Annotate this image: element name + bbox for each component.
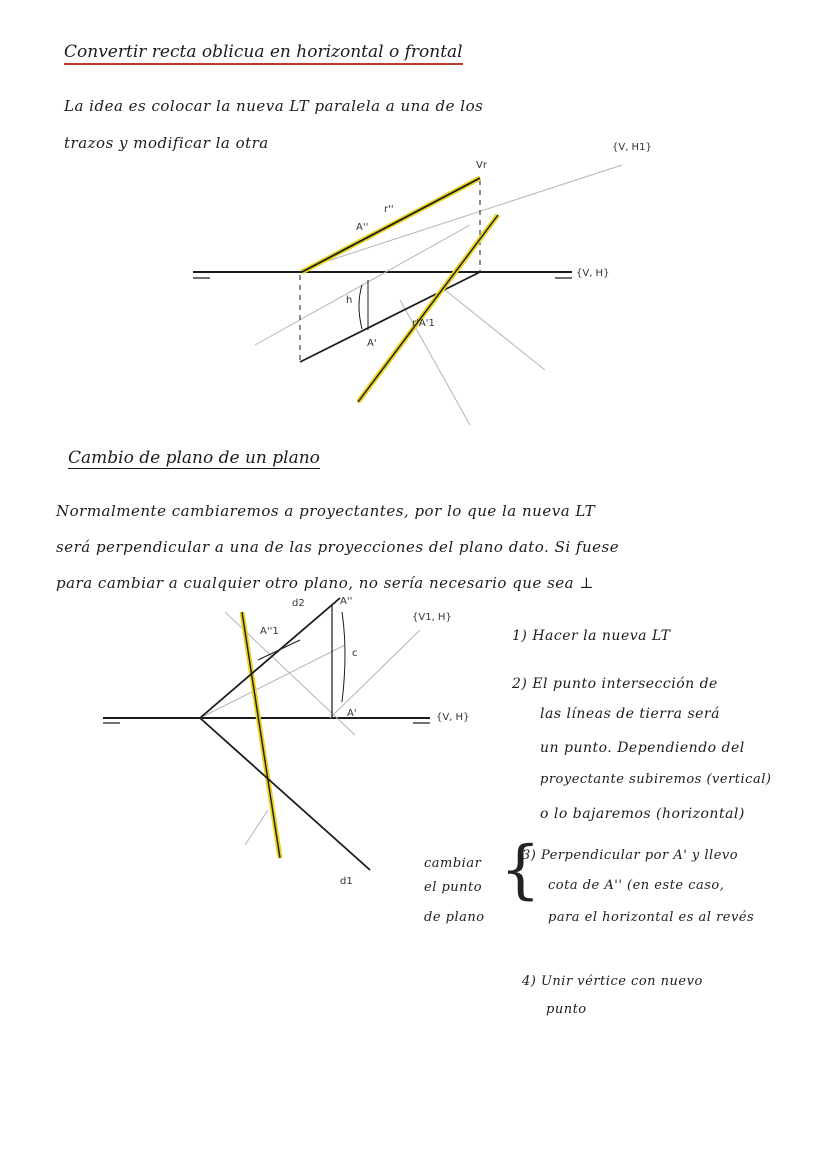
section2-title: Cambio de plano de un plano xyxy=(68,448,320,468)
step2-line3: un punto. Dependiendo del xyxy=(540,740,745,756)
step2-line1: 2) El punto intersección de xyxy=(512,676,718,692)
step1: 1) Hacer la nueva LT xyxy=(512,628,671,644)
label-vr: Vr xyxy=(476,160,487,171)
label-c: c xyxy=(352,648,358,659)
side-brace: { xyxy=(500,833,541,907)
step3-line2: cota de A'' (en este caso, xyxy=(548,878,725,893)
label-a1-2: A' xyxy=(347,708,357,719)
a2-transfer xyxy=(258,640,300,660)
step4-line2: punto xyxy=(546,1002,587,1017)
construction-2e xyxy=(245,810,268,845)
section1-line2: trazos y modificar la otra xyxy=(64,134,269,152)
step2-line5: o lo bajaremos (horizontal) xyxy=(540,806,745,822)
label-set-mid-2: {V, H} xyxy=(436,712,470,723)
section2-para3: para cambiar a cualquier otro plano, no sería necesario que sea ⊥ xyxy=(56,574,594,592)
label-r1a1: r'A'1 xyxy=(412,318,435,329)
step3-line3: para el horizontal es al revés xyxy=(548,910,755,925)
side-line3: de plano xyxy=(424,910,485,925)
label-set-top-2: {V1, H} xyxy=(412,612,452,623)
label-a1-1: A''1 xyxy=(260,626,279,637)
section1-line1: La idea es colocar la nueva LT paralela a una de los xyxy=(64,97,484,115)
side-line2: el punto xyxy=(424,880,483,895)
label-r2: r'' xyxy=(384,204,394,215)
label-set-right: {V, H} xyxy=(576,268,610,279)
step2-line2: las líneas de tierra será xyxy=(540,706,720,722)
construction-2c xyxy=(330,630,420,718)
side-line1: cambiar xyxy=(424,856,482,871)
step4-line1: 4) Unir vértice con nuevo xyxy=(522,974,703,989)
label-h: h xyxy=(346,295,353,306)
c-measure xyxy=(342,612,345,702)
d1-line xyxy=(200,718,370,870)
label-d1: d1 xyxy=(340,876,353,887)
section2-para1: Normalmente cambiaremos a proyectantes, por lo que la nueva LT xyxy=(56,502,596,520)
section2-para2: será perpendicular a una de las proyecciones del plano dato. Si fuese xyxy=(56,538,620,556)
label-set-top: {V, H1} xyxy=(612,142,652,153)
label-d2: d2 xyxy=(292,598,305,609)
step3-line1: 3) Perpendicular por A' y llevo xyxy=(522,848,739,863)
section1-title: Convertir recta oblicua en horizontal o frontal xyxy=(64,42,463,65)
step2-line4: proyectante subiremos (vertical) xyxy=(540,772,772,787)
label-a2-2: A'' xyxy=(340,596,353,607)
label-a2: A'' xyxy=(356,222,369,233)
label-a1: A' xyxy=(367,338,377,349)
